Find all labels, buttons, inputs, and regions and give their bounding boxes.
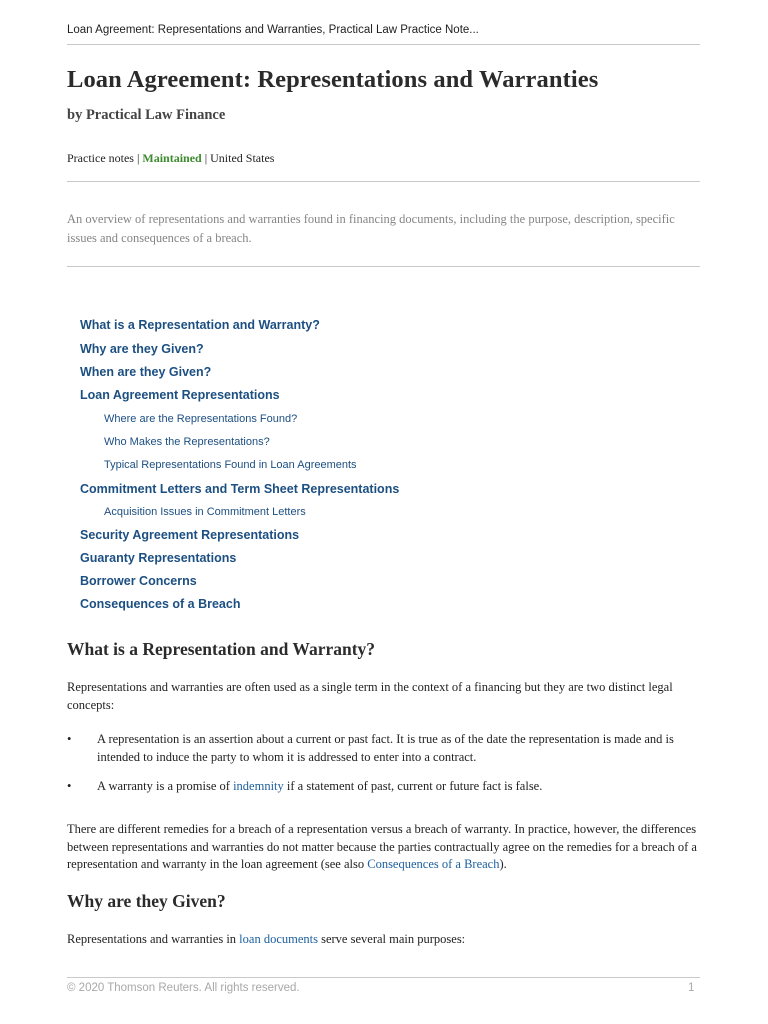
loan-documents-link[interactable]: loan documents [239,932,318,946]
jurisdiction-label: United States [210,151,275,165]
section-heading-what-is: What is a Representation and Warranty? [67,639,376,659]
byline: by Practical Law Finance [67,107,226,123]
meta-divider [67,181,700,182]
meta-separator: | [204,151,208,165]
section1-closing [67,821,705,874]
toc-sublink[interactable]: Where are the Representations Found? [104,413,298,425]
meta-separator: | [136,151,140,165]
toc-link[interactable]: Why are they Given? [80,342,204,356]
toc-link[interactable]: Consequences of a Breach [80,597,241,611]
bullet-text-warranty [97,778,697,796]
text-run: There are different remedies for a breach of a representation versus a breach of warranty. In practice, however, the differences between representations and warranties do not matter because the parties contractually agree on the remedies for a breach of a representation and warranty in the loan agreement (see also [67,822,697,871]
document-title: Loan Agreement: Representations and Warranties [67,66,599,93]
copyright-notice: © 2020 Thomson Reuters. All rights reserved. [67,982,300,994]
toc-link[interactable]: Guaranty Representations [80,551,237,565]
toc-link[interactable]: What is a Representation and Warranty? [80,318,320,332]
section2-intro [67,931,705,949]
text-run: ). [499,857,507,871]
text-run: A warranty is a promise of [97,779,234,793]
document-meta [67,151,274,166]
footer-divider [67,977,700,978]
toc-sublink[interactable]: Typical Representations Found in Loan Agreements [104,459,357,471]
toc-link[interactable]: Loan Agreement Representations [80,388,280,402]
toc-link[interactable]: Commitment Letters and Term Sheet Representations [80,482,400,496]
bullet-marker: • [67,732,72,746]
running-header: Loan Agreement: Representations and Warranties, Practical Law Practice Note... [67,24,479,36]
section-heading-why-given: Why are they Given? [67,891,226,911]
header-divider [67,44,700,45]
toc-sublink[interactable]: Acquisition Issues in Commitment Letters [104,506,306,518]
indemnity-link[interactable]: indemnity [233,779,284,793]
text-run: serve several main purposes: [317,932,466,946]
section1-intro: Representations and warranties are often used as a single term in the context of a financing but they are two distinct legal concepts: [67,680,673,712]
bullet-text-representation: A representation is an assertion about a current or past fact. It is true as of the date the representation is made and is intended to induce the party to whom it is addressed to enter into a contract. [97,732,674,764]
maintained-status: Maintained [142,151,202,165]
text-run: Representations and warranties in [67,932,240,946]
text-run: if a statement of past, current or future fact is false. [283,779,543,793]
page-number: 1 [688,982,695,994]
toc-link[interactable]: Borrower Concerns [80,574,197,588]
doc-type-label: Practice notes [67,151,134,165]
toc-link[interactable]: When are they Given? [80,365,212,379]
summary-divider [67,266,700,267]
document-summary: An overview of representations and warranties found in financing documents, including the purpose, description, specific issues and consequences of a breach. [67,212,675,245]
bullet-marker: • [67,779,72,793]
toc-sublink[interactable]: Who Makes the Representations? [104,436,270,448]
toc-link[interactable]: Security Agreement Representations [80,528,300,542]
consequences-of-breach-link[interactable]: Consequences of a Breach [367,857,500,871]
